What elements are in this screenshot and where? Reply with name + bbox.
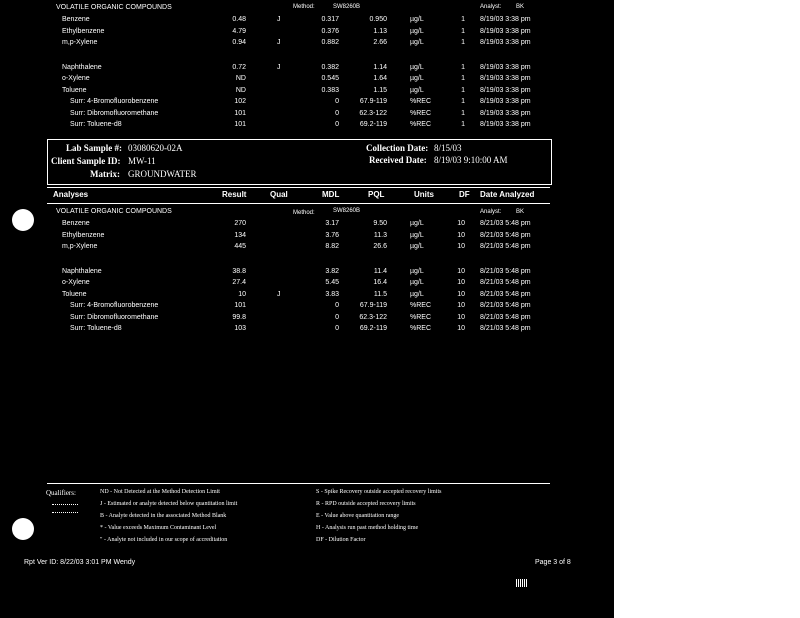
analyte-name: o-Xylene [62, 75, 90, 82]
result-value: 270 [234, 220, 246, 227]
df-value: 10 [457, 325, 465, 332]
qualifier-item: B - Analyte detected in the associated Method Blank [100, 513, 227, 519]
analyte-name: Ethylbenzene [62, 231, 105, 239]
analyte-name: m,p-Xylene [62, 243, 98, 250]
col-pql: PQL [368, 190, 385, 199]
df-value: 1 [461, 86, 465, 94]
date-analyzed-value: 8/19/03 3:38 pm [480, 27, 531, 35]
table-row [0, 108, 614, 120]
mdl-value: 0 [335, 121, 339, 128]
qualifier-item: DF - Dilution Factor [316, 537, 366, 543]
analyte-name: m,p-Xylene [62, 39, 98, 46]
units-value: %REC [410, 313, 432, 321]
date-analyzed-value: 8/21/03 5:48 pm [480, 279, 531, 286]
mdl-value: 8.82 [325, 243, 339, 250]
barcode-mark [516, 579, 528, 587]
table-row [0, 312, 614, 324]
df-value: 1 [461, 16, 465, 23]
header-rule-top [47, 187, 550, 188]
df-value: 10 [457, 302, 465, 309]
analyte-name: Surr: Dibromofluoromethane [70, 313, 159, 321]
top-method-value: SW8260B [333, 4, 361, 10]
pql-value: 26.6 [373, 243, 387, 250]
table-row [0, 289, 614, 301]
date-analyzed-value: 8/21/03 5:48 pm [480, 290, 531, 298]
punch-hole-top [12, 209, 34, 231]
received-date-label: Received Date: [369, 155, 427, 165]
result-value: 134 [234, 231, 246, 239]
qualifier-item: * - Value exceeds Maximum Contaminant Level [100, 525, 217, 531]
qualifier-item: R - RPD outside accepted recovery limits [316, 501, 416, 507]
pql-value: 62.3-122 [359, 109, 387, 117]
pql-value: 0.950 [369, 16, 387, 23]
mdl-value: 0 [335, 98, 339, 105]
result-value: 101 [234, 302, 246, 309]
units-value: µg/L [410, 290, 424, 298]
top-analyst-label: Analyst: [480, 4, 502, 10]
df-value: 10 [457, 313, 465, 321]
mdl-value: 0 [335, 302, 339, 309]
table-row [0, 14, 614, 26]
qualifier-item: " - Analyte not included in our scope of accreditation [100, 537, 228, 543]
analyte-name: Surr: Toluene-d8 [70, 121, 122, 128]
col-mdl: MDL [322, 190, 340, 199]
collection-date-value: 8/15/03 [434, 143, 462, 153]
pql-value: 62.3-122 [359, 313, 387, 321]
pql-value: 67.9-119 [359, 302, 387, 309]
date-analyzed-value: 8/21/03 5:48 pm [480, 302, 531, 309]
mdl-value: 3.76 [325, 231, 339, 239]
pql-value: 11.5 [373, 290, 387, 298]
lab-sample-value: 03080620-02A [128, 143, 183, 153]
result-value: 0.72 [232, 63, 246, 71]
table-row [0, 26, 614, 38]
date-analyzed-value: 8/19/03 3:38 pm [480, 121, 531, 128]
table-row [0, 119, 614, 131]
date-analyzed-value: 8/21/03 5:48 pm [480, 220, 531, 227]
qualifiers-label: Qualifiers: [46, 489, 76, 497]
mdl-value: 0.545 [321, 75, 339, 82]
units-value: %REC [410, 121, 432, 128]
analyte-name: Benzene [62, 220, 90, 227]
top-analyst-value: BK [516, 4, 525, 10]
pql-value: 2.66 [373, 39, 387, 46]
date-analyzed-value: 8/21/03 5:48 pm [480, 313, 531, 321]
lab-sample-label: Lab Sample #: [66, 143, 123, 153]
result-value: 38.8 [232, 267, 246, 275]
result-value: 445 [234, 243, 246, 250]
mdl-value: 0.376 [321, 27, 339, 35]
table-row [0, 96, 614, 108]
pql-value: 1.13 [373, 27, 387, 35]
units-value: µg/L [410, 27, 424, 35]
units-value: µg/L [410, 220, 424, 227]
result-value: ND [235, 75, 246, 82]
col-analyses: Analyses [53, 190, 89, 199]
units-value: µg/L [410, 279, 424, 286]
date-analyzed-value: 8/21/03 5:48 pm [480, 243, 531, 250]
pql-value: 11.3 [373, 231, 387, 239]
result-value: 4.79 [232, 27, 246, 35]
units-value: µg/L [410, 75, 424, 82]
qual-value: J [277, 16, 281, 23]
date-analyzed-value: 8/19/03 3:38 pm [480, 39, 531, 46]
units-value: %REC [410, 302, 432, 309]
col-df: DF [459, 190, 470, 199]
df-value: 1 [461, 98, 465, 105]
qualifiers-rule [47, 483, 550, 484]
client-sample-label: Client Sample ID: [51, 156, 121, 166]
units-value: %REC [410, 109, 432, 117]
date-analyzed-value: 8/19/03 3:38 pm [480, 75, 531, 82]
mdl-value: 3.17 [325, 220, 339, 227]
qualifier-item: H - Analysis run past method holding time [316, 525, 419, 531]
analyte-name: Surr: 4-Bromofluorobenzene [70, 302, 159, 309]
mdl-value: 0 [335, 325, 339, 332]
qual-value: J [277, 39, 281, 46]
qualifier-item: S - Spike Recovery outside accepted recovery limits [316, 489, 442, 495]
analyte-name: o-Xylene [62, 279, 90, 286]
result-value: 99.8 [232, 313, 246, 321]
table-row [0, 73, 614, 85]
units-value: µg/L [410, 86, 424, 94]
result-value: 103 [234, 325, 246, 332]
punch-hole-bottom [12, 518, 34, 540]
analyte-name: Surr: 4-Bromofluorobenzene [70, 98, 159, 105]
date-analyzed-value: 8/21/03 5:48 pm [480, 267, 531, 275]
received-date-value: 8/19/03 9:10:00 AM [434, 155, 508, 165]
units-value: µg/L [410, 16, 424, 23]
result-value: 0.48 [232, 16, 246, 23]
result-value: 0.94 [232, 39, 246, 46]
df-value: 1 [461, 109, 465, 117]
pql-value: 1.15 [373, 86, 387, 94]
mdl-value: 3.82 [325, 267, 339, 275]
units-value: µg/L [410, 243, 424, 250]
date-analyzed-value: 8/21/03 5:48 pm [480, 231, 531, 239]
analyte-name: Surr: Toluene-d8 [70, 325, 122, 332]
pql-value: 69.2-119 [359, 121, 387, 128]
result-value: 10 [238, 290, 246, 298]
result-value: 102 [234, 98, 246, 105]
date-analyzed-value: 8/21/03 5:48 pm [480, 325, 531, 332]
analyte-name: Toluene [62, 290, 87, 298]
qual-value: J [277, 63, 281, 71]
bottom-method-label: Method: [293, 210, 315, 216]
table-row [0, 62, 614, 74]
top-method-label: Method: [293, 4, 315, 10]
analyte-name: Naphthalene [62, 267, 102, 275]
df-value: 10 [457, 243, 465, 250]
pql-value: 11.4 [373, 267, 387, 275]
qualifier-item: E - Value above quantitation range [316, 513, 400, 519]
date-analyzed-value: 8/19/03 3:38 pm [480, 109, 531, 117]
matrix-label: Matrix: [90, 169, 120, 179]
bottom-analyst-label: Analyst: [480, 209, 502, 215]
date-analyzed-value: 8/19/03 3:38 pm [480, 98, 531, 105]
pql-value: 1.14 [373, 63, 387, 71]
table-row [0, 37, 614, 49]
qual-value: J [277, 290, 281, 298]
units-value: µg/L [410, 39, 424, 46]
bottom-group-label: VOLATILE ORGANIC COMPOUNDS [56, 208, 172, 215]
units-value: %REC [410, 98, 432, 105]
mdl-value: 5.45 [325, 279, 339, 286]
report-version: Rpt Ver ID: 8/22/03 3:01 PM Wendy [24, 559, 136, 566]
table-row [0, 218, 614, 230]
mdl-value: 3.83 [325, 290, 339, 298]
df-value: 10 [457, 231, 465, 239]
df-value: 1 [461, 39, 465, 46]
col-result: Result [222, 190, 247, 199]
result-value: 101 [234, 121, 246, 128]
matrix-value: GROUNDWATER [128, 169, 197, 179]
pql-value: 16.4 [373, 279, 387, 286]
col-units: Units [414, 190, 434, 199]
analyte-name: Toluene [62, 86, 87, 94]
lab-stamp-mark [52, 504, 78, 513]
table-row [0, 266, 614, 278]
table-row [0, 241, 614, 253]
df-value: 10 [457, 279, 465, 286]
qualifier-item: J - Estimated or analyte detected below quantitation limit [100, 501, 238, 507]
units-value: µg/L [410, 63, 424, 71]
units-value: µg/L [410, 267, 424, 275]
bottom-method-value: SW8260B [333, 208, 361, 214]
qualifier-item: ND - Not Detected at the Method Detection Limit [100, 489, 220, 495]
df-value: 10 [457, 220, 465, 227]
df-value: 1 [461, 63, 465, 71]
analyte-name: Benzene [62, 16, 90, 23]
table-row [0, 277, 614, 289]
mdl-value: 0.382 [321, 63, 339, 71]
table-row [0, 323, 614, 335]
analyte-name: Surr: Dibromofluoromethane [70, 109, 159, 117]
collection-date-label: Collection Date: [366, 143, 429, 153]
analyte-name: Naphthalene [62, 63, 102, 71]
units-value: %REC [410, 325, 432, 332]
page-number: Page 3 of 8 [535, 559, 571, 566]
pql-value: 9.50 [373, 220, 387, 227]
header-rule-bottom [47, 203, 550, 204]
date-analyzed-value: 8/19/03 3:38 pm [480, 63, 531, 71]
mdl-value: 0 [335, 109, 339, 117]
table-row [0, 300, 614, 312]
top-group-label: VOLATILE ORGANIC COMPOUNDS [56, 4, 172, 11]
df-value: 1 [461, 121, 465, 128]
pql-value: 69.2-119 [359, 325, 387, 332]
col-qual: Qual [270, 190, 288, 199]
col-date-analyzed: Date Analyzed [480, 190, 535, 199]
table-row [0, 85, 614, 97]
mdl-value: 0 [335, 313, 339, 321]
mdl-value: 0.317 [321, 16, 339, 23]
date-analyzed-value: 8/19/03 3:38 pm [480, 86, 531, 94]
df-value: 1 [461, 27, 465, 35]
df-value: 1 [461, 75, 465, 82]
result-value: 27.4 [232, 279, 246, 286]
client-sample-value: MW-11 [128, 156, 156, 166]
result-value: ND [235, 86, 246, 94]
df-value: 10 [457, 290, 465, 298]
df-value: 10 [457, 267, 465, 275]
date-analyzed-value: 8/19/03 3:38 pm [480, 16, 531, 23]
pql-value: 1.64 [373, 75, 387, 82]
result-value: 101 [234, 109, 246, 117]
units-value: µg/L [410, 231, 424, 239]
bottom-analyst-value: BK [516, 209, 525, 215]
analyte-name: Ethylbenzene [62, 27, 105, 35]
pql-value: 67.9-119 [359, 98, 387, 105]
mdl-value: 0.383 [321, 86, 339, 94]
mdl-value: 0.882 [321, 39, 339, 46]
table-row [0, 230, 614, 242]
